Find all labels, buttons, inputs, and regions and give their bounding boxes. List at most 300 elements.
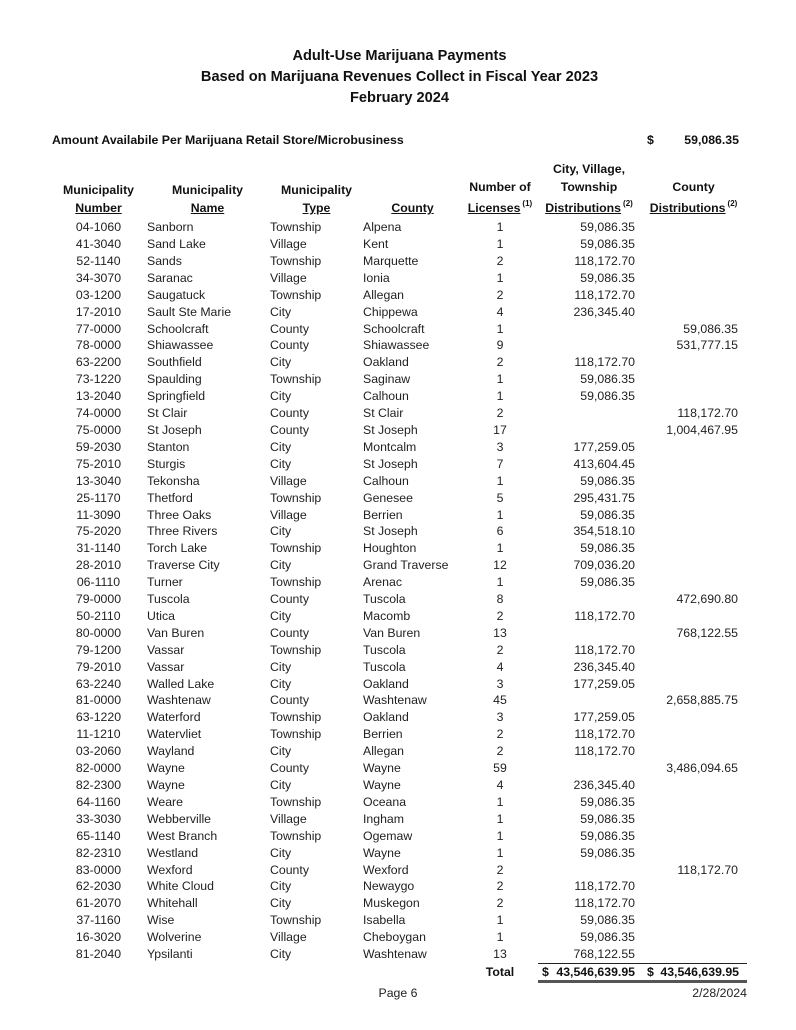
municipality-name-cell: Walled Lake xyxy=(147,676,215,691)
total-cvt-distributions xyxy=(538,963,640,981)
cvt-distribution-cell: 118,172.70 xyxy=(574,727,635,742)
municipality-type-cell: Township xyxy=(270,913,322,928)
municipality-type-cell: Township xyxy=(270,642,322,657)
municipality-number-cell: 03-1200 xyxy=(75,287,122,302)
licenses-cell: 8 xyxy=(496,592,504,607)
county-cell: Calhoun xyxy=(363,473,409,488)
cvt-distribution-cell xyxy=(538,337,640,354)
municipality-number-cell: 79-1200 xyxy=(75,642,122,657)
county-cell: Tuscola xyxy=(363,592,406,607)
county-distribution-cell xyxy=(640,777,747,794)
total-row xyxy=(52,963,747,981)
table-row xyxy=(52,743,747,760)
municipality-number-cell: 75-2020 xyxy=(75,524,122,539)
table-row xyxy=(52,862,747,879)
page-footer xyxy=(0,986,796,1000)
county-cell: Van Buren xyxy=(363,625,421,640)
municipality-number-cell: 25-1170 xyxy=(76,490,121,505)
municipality-name-cell: Sault Ste Marie xyxy=(147,304,232,319)
cvt-distribution-cell: 59,086.35 xyxy=(580,389,635,404)
cvt-distribution-cell: 295,431.75 xyxy=(573,490,635,505)
county-cell: Oakland xyxy=(363,355,409,370)
licenses-cell: 7 xyxy=(496,456,504,471)
amount-available-row xyxy=(52,133,747,147)
municipality-name-cell: Southfield xyxy=(147,355,202,370)
county-cell: Oceana xyxy=(363,794,407,809)
municipality-type-cell: City xyxy=(270,947,292,962)
municipality-type-cell: City xyxy=(270,676,292,691)
cvt-distribution-cell: 118,172.70 xyxy=(574,896,635,911)
county-distribution-cell xyxy=(640,473,747,490)
cvt-distribution-cell xyxy=(538,862,640,879)
county-distribution-cell xyxy=(640,912,747,929)
county-distribution-cell xyxy=(640,659,747,676)
municipality-number-cell: 06-1110 xyxy=(76,575,121,590)
licenses-cell: 1 xyxy=(496,913,504,928)
header-municipality-type: Municipality Type xyxy=(280,183,353,216)
county-distribution-cell xyxy=(640,540,747,557)
municipality-name-cell: Saranac xyxy=(147,270,193,285)
county-distribution-cell xyxy=(640,811,747,828)
county-cell: Saginaw xyxy=(363,372,411,387)
county-cell: Houghton xyxy=(363,541,417,556)
table-row xyxy=(52,388,747,405)
licenses-cell: 6 xyxy=(496,524,504,539)
licenses-cell: 4 xyxy=(496,778,504,792)
municipality-type-cell: Township xyxy=(270,372,322,387)
municipality-name-cell: Three Rivers xyxy=(147,524,218,539)
table-row xyxy=(52,608,747,625)
cvt-distribution-cell: 118,172.70 xyxy=(574,879,635,894)
cvt-distribution-cell: 59,086.35 xyxy=(580,237,635,251)
table-row xyxy=(52,591,747,608)
municipality-type-cell: Village xyxy=(270,811,307,826)
municipality-type-cell: Village xyxy=(270,507,307,522)
county-cell: Washtenaw xyxy=(363,693,427,708)
municipality-type-cell: Village xyxy=(270,930,307,945)
county-cell: Ogemaw xyxy=(363,828,413,843)
table-body xyxy=(52,219,747,963)
cvt-distribution-cell xyxy=(538,760,640,777)
licenses-cell: 2 xyxy=(496,896,504,911)
licenses-cell: 2 xyxy=(496,879,504,894)
licenses-cell: 1 xyxy=(496,220,504,235)
total-county-value: 43,546,639.95 xyxy=(660,964,739,979)
county-cell: Oakland xyxy=(363,676,409,691)
county-cell: Cheboygan xyxy=(363,930,426,945)
footer-date: 2/28/2024 xyxy=(692,986,747,1000)
county-cell: St Joseph xyxy=(363,524,418,539)
table-row xyxy=(52,895,747,912)
cvt-distribution-cell: 59,086.35 xyxy=(580,372,635,387)
county-cell: Newaygo xyxy=(363,879,415,894)
municipality-type-cell: Township xyxy=(270,794,322,809)
municipality-type-cell: County xyxy=(270,862,309,877)
county-distribution-cell xyxy=(640,557,747,574)
municipality-name-cell: Spaulding xyxy=(147,372,202,387)
amount-available-label: Amount Availabile Per Marijuana Retail Store/Microbusiness xyxy=(52,133,404,147)
table-row xyxy=(52,270,747,287)
municipality-type-cell: Township xyxy=(270,710,322,725)
licenses-cell: 1 xyxy=(496,794,504,809)
county-cell: Arenac xyxy=(363,575,402,590)
municipality-name-cell: Wexford xyxy=(147,862,193,877)
county-cell: Tuscola xyxy=(363,659,406,674)
county-cell: Washtenaw xyxy=(363,947,427,962)
licenses-cell: 2 xyxy=(496,642,504,657)
currency-symbol: $ xyxy=(647,964,654,979)
county-cell: Ionia xyxy=(363,270,390,285)
title-line-3: February 2024 xyxy=(350,90,449,106)
county-cell: Allegan xyxy=(363,287,405,302)
municipality-name-cell: Whitehall xyxy=(147,896,198,911)
currency-symbol: $ xyxy=(542,964,549,979)
county-cell: Genesee xyxy=(363,490,413,505)
county-cell: Wexford xyxy=(363,862,409,877)
table-row xyxy=(52,726,747,743)
municipality-type-cell: County xyxy=(270,422,309,437)
licenses-cell: 2 xyxy=(496,253,504,268)
municipality-number-cell: 75-0000 xyxy=(75,422,122,437)
municipality-type-cell: City xyxy=(270,896,292,911)
cvt-distribution-cell xyxy=(538,591,640,608)
municipality-number-cell: 04-1060 xyxy=(75,220,122,235)
header-county-distributions: County Distributions $^{(2)}$ xyxy=(649,180,738,216)
table-row xyxy=(52,659,747,676)
municipality-type-cell: City xyxy=(270,778,292,792)
county-cell: Kent xyxy=(363,237,389,251)
municipality-number-cell: 78-0000 xyxy=(75,338,122,353)
municipality-name-cell: Tekonsha xyxy=(147,473,200,488)
municipality-number-cell: 65-1140 xyxy=(76,828,121,843)
cvt-distribution-cell xyxy=(538,692,640,709)
cvt-distribution-cell: 59,086.35 xyxy=(580,811,635,826)
table-row xyxy=(52,811,747,828)
cvt-distribution-cell: 236,345.40 xyxy=(573,304,635,319)
licenses-cell: 1 xyxy=(496,473,504,488)
table-row xyxy=(52,490,747,507)
municipality-name-cell: Saugatuck xyxy=(147,287,206,302)
municipality-type-cell: City xyxy=(270,845,292,860)
municipality-type-cell: County xyxy=(270,625,309,640)
municipality-number-cell: 13-3040 xyxy=(75,473,122,488)
municipality-type-cell: Township xyxy=(270,287,322,302)
licenses-cell: 3 xyxy=(496,439,504,454)
county-cell: Tuscola xyxy=(363,642,406,657)
municipality-number-cell: 82-2310 xyxy=(75,845,122,860)
table-row xyxy=(52,304,747,321)
cvt-distribution-cell xyxy=(538,321,640,338)
municipality-name-cell: Sanborn xyxy=(147,220,194,235)
table-row xyxy=(52,507,747,524)
table-row xyxy=(52,219,747,236)
table-row xyxy=(52,946,747,963)
county-distribution-cell xyxy=(640,709,747,726)
cvt-distribution-cell: 59,086.35 xyxy=(580,473,635,488)
municipality-type-cell: City xyxy=(270,524,292,539)
total-row-spacer xyxy=(52,963,462,981)
municipality-number-cell: 11-3090 xyxy=(76,507,121,522)
county-cell: Chippewa xyxy=(363,304,418,319)
municipality-name-cell: Washtenaw xyxy=(147,693,211,708)
amount-value: 59,086.35 xyxy=(684,133,739,147)
licenses-cell: 12 xyxy=(493,558,507,573)
county-distribution-cell xyxy=(640,253,747,270)
table-row xyxy=(52,540,747,557)
county-distribution-cell xyxy=(640,929,747,946)
county-cell: Wayne xyxy=(363,778,401,792)
municipality-number-cell: 28-2010 xyxy=(75,558,122,573)
county-distribution-cell: 531,777.15 xyxy=(676,338,738,353)
county-distribution-cell: 118,172.70 xyxy=(677,862,738,877)
cvt-distribution-cell: 59,086.35 xyxy=(580,270,635,285)
municipality-number-cell: 63-1220 xyxy=(75,710,122,725)
licenses-cell: 3 xyxy=(496,710,504,725)
municipality-name-cell: Sands xyxy=(147,253,182,268)
municipality-number-cell: 50-2110 xyxy=(76,608,121,623)
cvt-distribution-cell: 177,259.05 xyxy=(573,676,635,691)
county-cell: Isabella xyxy=(363,913,406,928)
table-row xyxy=(52,337,747,354)
municipality-name-cell: Sturgis xyxy=(147,456,186,471)
cvt-distribution-cell: 59,086.35 xyxy=(580,828,635,843)
municipality-number-cell: 03-2060 xyxy=(75,744,122,759)
municipality-number-cell: 79-2010 xyxy=(75,659,122,674)
municipality-type-cell: County xyxy=(270,761,309,776)
municipality-number-cell: 75-2010 xyxy=(75,456,122,471)
table-footer xyxy=(52,963,747,981)
municipality-name-cell: Thetford xyxy=(147,490,193,505)
licenses-cell: 1 xyxy=(496,575,504,590)
county-distribution-cell xyxy=(640,236,747,253)
county-distribution-cell xyxy=(640,794,747,811)
municipality-name-cell: Westland xyxy=(147,845,199,860)
county-distribution-cell xyxy=(640,895,747,912)
municipality-name-cell: Wolverine xyxy=(147,930,202,945)
municipality-type-cell: City xyxy=(270,558,292,573)
municipality-name-cell: Stanton xyxy=(147,439,190,454)
municipality-number-cell: 16-3020 xyxy=(75,930,122,945)
county-cell: Berrien xyxy=(363,507,403,522)
county-cell: Wayne xyxy=(363,761,401,776)
municipality-type-cell: City xyxy=(270,439,292,454)
municipality-number-cell: 61-2070 xyxy=(75,896,122,911)
municipality-type-cell: City xyxy=(270,456,292,471)
municipality-type-cell: City xyxy=(270,304,292,319)
municipality-number-cell: 82-2300 xyxy=(75,778,122,792)
cvt-distribution-cell: 118,172.70 xyxy=(574,287,635,302)
municipality-number-cell: 80-0000 xyxy=(75,625,122,640)
table-row xyxy=(52,828,747,845)
table-row xyxy=(52,845,747,862)
cvt-distribution-cell: 354,518.10 xyxy=(573,524,635,539)
total-label: Total xyxy=(485,965,515,980)
county-distribution-cell xyxy=(640,490,747,507)
municipality-number-cell: 79-0000 xyxy=(75,592,122,607)
licenses-cell: 2 xyxy=(496,862,504,877)
cvt-distribution-cell: 709,036.20 xyxy=(573,558,635,573)
municipality-number-cell: 64-1160 xyxy=(76,794,121,809)
table-row xyxy=(52,473,747,490)
header-municipality-number: Municipality Number xyxy=(62,183,135,216)
municipality-name-cell: Springfield xyxy=(147,389,206,404)
county-distribution-cell: 118,172.70 xyxy=(677,406,738,421)
licenses-cell: 4 xyxy=(496,304,504,319)
county-distribution-cell xyxy=(640,743,747,760)
licenses-cell: 2 xyxy=(496,355,504,370)
cvt-distribution-cell: 118,172.70 xyxy=(574,355,635,370)
licenses-cell: 1 xyxy=(496,811,504,826)
licenses-cell: 2 xyxy=(496,727,504,742)
municipality-name-cell: Wise xyxy=(147,913,175,928)
licenses-cell: 1 xyxy=(496,845,504,860)
municipality-number-cell: 62-2030 xyxy=(75,879,122,894)
licenses-cell: 2 xyxy=(496,608,504,623)
cvt-distribution-cell: 59,086.35 xyxy=(580,930,635,945)
total-cvt-value: 43,546,639.95 xyxy=(556,964,635,979)
municipality-number-cell: 17-2010 xyxy=(75,304,122,319)
cvt-distribution-cell: 59,086.35 xyxy=(580,575,635,590)
municipality-number-cell: 31-1140 xyxy=(76,541,121,556)
table-row xyxy=(52,371,747,388)
county-distribution-cell xyxy=(640,354,747,371)
county-distribution-cell xyxy=(640,946,747,963)
municipality-number-cell: 63-2200 xyxy=(75,355,122,370)
title-line-1: Adult-Use Marijuana Payments xyxy=(292,48,507,64)
cvt-distribution-cell: 59,086.35 xyxy=(580,845,635,860)
municipality-name-cell: Three Oaks xyxy=(147,507,212,522)
municipality-type-cell: Township xyxy=(270,727,322,742)
municipality-number-cell: 13-2040 xyxy=(75,389,122,404)
county-cell: Calhoun xyxy=(363,389,409,404)
county-distribution-cell xyxy=(640,845,747,862)
licenses-cell: 1 xyxy=(496,372,504,387)
municipality-type-cell: City xyxy=(270,744,292,759)
municipality-name-cell: White Cloud xyxy=(147,879,214,894)
county-distribution-cell xyxy=(640,523,747,540)
municipality-number-cell: 11-1210 xyxy=(76,727,121,742)
title-line-2: Based on Marijuana Revenues Collect in Fiscal Year 2023 xyxy=(200,69,599,85)
municipality-name-cell: Vassar xyxy=(147,642,185,657)
licenses-cell: 13 xyxy=(493,625,507,640)
county-distribution-cell xyxy=(640,642,747,659)
municipality-name-cell: Utica xyxy=(147,608,176,623)
header-number-of-licenses: Number of Licenses $^{(1)}$ xyxy=(467,180,533,216)
municipality-type-cell: County xyxy=(270,338,309,353)
licenses-cell: 1 xyxy=(496,541,504,556)
municipality-number-cell: 74-0000 xyxy=(75,406,122,421)
document-title xyxy=(52,46,747,109)
county-distribution-cell xyxy=(640,878,747,895)
licenses-cell: 17 xyxy=(493,422,507,437)
municipality-type-cell: Township xyxy=(270,575,322,590)
municipality-type-cell: Village xyxy=(270,473,307,488)
cvt-distribution-cell: 177,259.05 xyxy=(573,710,635,725)
municipality-name-cell: Torch Lake xyxy=(147,541,208,556)
county-distribution-cell xyxy=(640,828,747,845)
municipality-type-cell: Township xyxy=(270,828,322,843)
municipality-name-cell: Turner xyxy=(147,575,183,590)
licenses-cell: 2 xyxy=(496,406,504,421)
municipality-name-cell: West Branch xyxy=(147,828,218,843)
licenses-cell: 13 xyxy=(493,947,507,962)
municipality-name-cell: Webberville xyxy=(147,811,212,826)
municipality-name-cell: Waterford xyxy=(147,710,201,725)
header-cvt-distributions: City, Village, Township Distributions $^{(2)}$ xyxy=(545,162,633,216)
municipality-name-cell: Traverse City xyxy=(147,558,220,573)
licenses-cell: 1 xyxy=(496,507,504,522)
county-distribution-cell xyxy=(640,507,747,524)
licenses-cell: 2 xyxy=(496,744,504,759)
county-cell: Wayne xyxy=(363,845,401,860)
municipality-number-cell: 34-3070 xyxy=(75,270,122,285)
amount-available-value xyxy=(640,133,747,147)
municipality-name-cell: Tuscola xyxy=(147,592,190,607)
municipality-type-cell: Township xyxy=(270,490,322,505)
municipality-number-cell: 77-0000 xyxy=(75,321,122,336)
municipality-type-cell: Township xyxy=(270,541,322,556)
county-cell: Oakland xyxy=(363,710,409,725)
table-row xyxy=(52,422,747,439)
county-cell: Alpena xyxy=(363,220,402,235)
county-distribution-cell xyxy=(640,304,747,321)
table-row xyxy=(52,625,747,642)
county-distribution-cell: 59,086.35 xyxy=(683,321,738,336)
municipality-number-cell: 82-0000 xyxy=(75,761,122,776)
cvt-distribution-cell: 59,086.35 xyxy=(580,507,635,522)
payments-table xyxy=(52,160,747,983)
table-row xyxy=(52,777,747,794)
cvt-distribution-cell: 768,122.55 xyxy=(573,947,635,962)
municipality-type-cell: Village xyxy=(270,237,307,251)
municipality-name-cell: Weare xyxy=(147,794,183,809)
county-cell: St Clair xyxy=(363,406,404,421)
municipality-number-cell: 73-1220 xyxy=(75,372,122,387)
county-cell: Montcalm xyxy=(363,439,417,454)
licenses-cell: 1 xyxy=(496,237,504,251)
table-row xyxy=(52,574,747,591)
table-row xyxy=(52,760,747,777)
county-distribution-cell: 1,004,467.95 xyxy=(666,422,738,437)
municipality-type-cell: City xyxy=(270,879,292,894)
cvt-distribution-cell: 59,086.35 xyxy=(580,913,635,928)
municipality-name-cell: Wayne xyxy=(147,778,185,792)
cvt-distribution-cell: 177,259.05 xyxy=(573,439,635,454)
municipality-number-cell: 59-2030 xyxy=(75,439,122,454)
table-row xyxy=(52,676,747,693)
county-distribution-cell: 3,486,094.65 xyxy=(666,761,738,776)
table-row xyxy=(52,929,747,946)
municipality-type-cell: County xyxy=(270,592,309,607)
municipality-name-cell: St Joseph xyxy=(147,422,202,437)
table-row xyxy=(52,523,747,540)
municipality-type-cell: City xyxy=(270,355,292,370)
municipality-number-cell: 33-3030 xyxy=(75,811,122,826)
municipality-name-cell: Wayne xyxy=(147,761,185,776)
municipality-type-cell: City xyxy=(270,389,292,404)
municipality-number-cell: 83-0000 xyxy=(75,862,122,877)
table-row xyxy=(52,794,747,811)
cvt-distribution-cell xyxy=(538,422,640,439)
county-cell: Macomb xyxy=(363,608,411,623)
county-distribution-cell xyxy=(640,287,747,304)
county-cell: Muskegon xyxy=(363,896,420,911)
header-municipality-name: Municipality Name xyxy=(171,183,244,216)
county-cell: Marquette xyxy=(363,253,419,268)
municipality-type-cell: City xyxy=(270,608,292,623)
cvt-distribution-cell: 236,345.40 xyxy=(573,659,635,674)
cvt-distribution-cell: 118,172.70 xyxy=(574,744,635,759)
